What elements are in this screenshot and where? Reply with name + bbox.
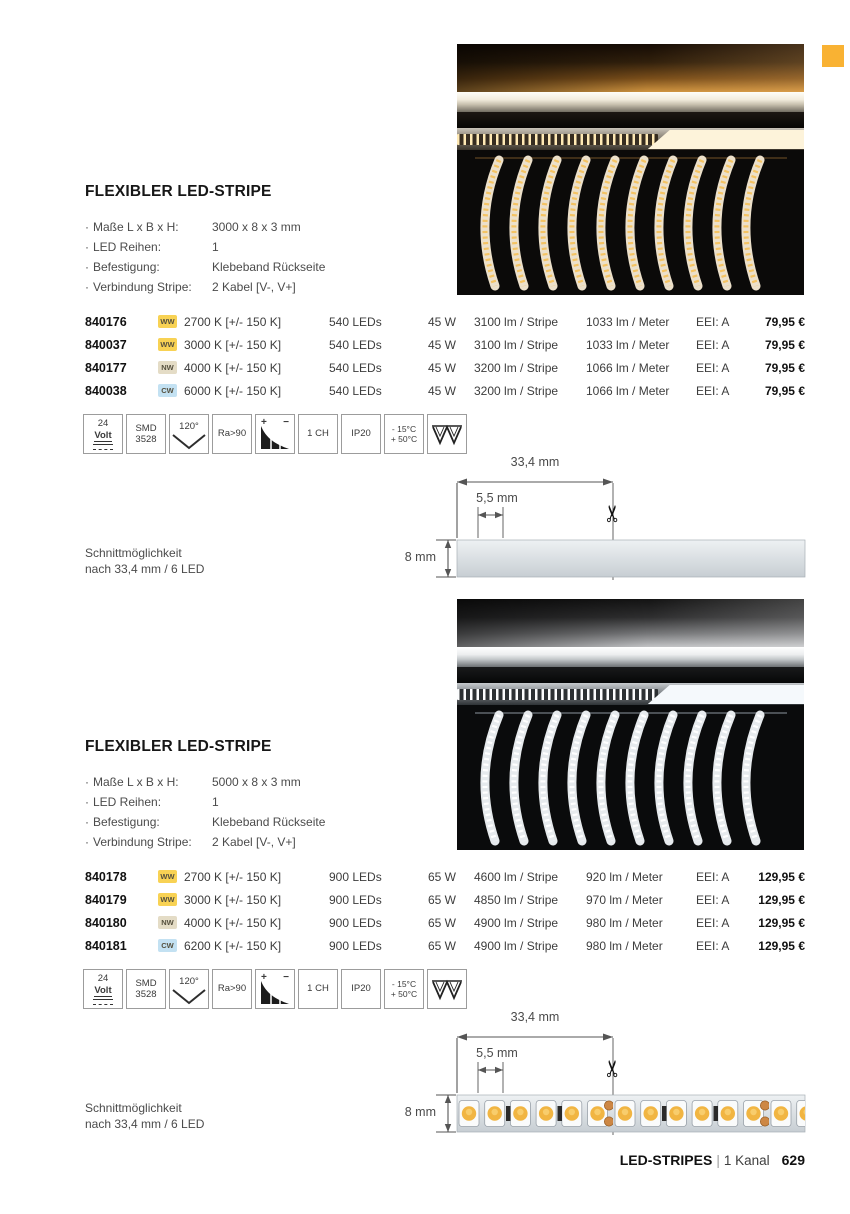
price: 129,95 € (758, 915, 805, 930)
aluminum-profile (457, 92, 804, 112)
beam-angle-icon: 120° (169, 414, 209, 454)
color-temp-badge: WW (158, 338, 177, 351)
dimension-height-label: 8 mm (404, 1105, 436, 1119)
dimension-total-label: 33,4 mm (510, 455, 560, 469)
smd-type-icon: SMD 3528 (126, 414, 166, 454)
scissors-icon: ✂ (599, 503, 626, 524)
table-row (85, 934, 805, 957)
spec-label: · Maße L x B x H: (85, 220, 212, 234)
wattage: 45 W (427, 314, 456, 329)
led-count: 900 LEDs (329, 915, 382, 930)
led-dot-row (457, 134, 658, 145)
eei-rating: EEI: A (696, 892, 730, 907)
dc-symbol (93, 444, 113, 450)
table-row (85, 333, 805, 356)
smd-type-icon: SMD 3528 (126, 969, 166, 1009)
page-footer (620, 1152, 805, 1168)
article-number: 840177 (85, 360, 127, 375)
dimension-total-label: 33,4 mm (510, 1010, 560, 1024)
spec-row (85, 812, 457, 832)
led-count: 900 LEDs (329, 938, 382, 953)
footer-page-number: 629 (781, 1152, 805, 1168)
color-temp-badge: CW (158, 384, 177, 397)
led-coil-illustration (457, 150, 804, 295)
lumen-meter: 970 lm / Meter (586, 892, 663, 907)
spec-label: · LED Reihen: (85, 795, 212, 809)
lumen-stripe: 3100 lm / Stripe (474, 314, 559, 329)
wattage: 45 W (427, 360, 456, 375)
wattage: 65 W (427, 892, 456, 907)
lumen-meter: 1033 lm / Meter (586, 314, 670, 329)
led-coil-area (457, 705, 804, 850)
price: 79,95 € (764, 314, 805, 329)
wattage: 45 W (427, 383, 456, 398)
technical-drawing (390, 1010, 810, 1145)
ip-rating-icon: IP20 (341, 414, 381, 454)
spec-value: 1 (212, 240, 219, 254)
color-temp-badge: WW (158, 315, 177, 328)
dimmable-icon: + − (255, 414, 295, 454)
spec-value: Klebeband Rückseite (212, 260, 326, 274)
led-count: 540 LEDs (329, 314, 382, 329)
scissors-icon: ✂ (599, 1058, 626, 1079)
kelvin-value: 4000 K [+/- 150 K] (184, 360, 282, 375)
diffuser-cover (648, 130, 804, 149)
table-row (85, 310, 805, 333)
lumen-meter: 920 lm / Meter (586, 869, 663, 884)
temperature-range-icon: - 15°C + 50°C (384, 414, 424, 454)
lumen-meter: 1066 lm / Meter (586, 360, 670, 375)
spec-label: · Befestigung: (85, 260, 212, 274)
color-temp-badge: NW (158, 361, 177, 374)
table-row (85, 356, 805, 379)
price: 129,95 € (758, 869, 805, 884)
led-count: 900 LEDs (329, 869, 382, 884)
wattage: 65 W (427, 915, 456, 930)
temperature-range-icon: - 15°C + 50°C (384, 969, 424, 1009)
lumen-stripe: 3200 lm / Stripe (474, 360, 559, 375)
table-row (85, 888, 805, 911)
eei-rating: EEI: A (696, 915, 730, 930)
product-table (85, 310, 805, 402)
kelvin-value: 3000 K [+/- 150 K] (184, 892, 282, 907)
spec-list (85, 217, 457, 297)
product-photo-cool-white (457, 599, 804, 850)
strip-in-profile (457, 128, 804, 150)
dimension-pitch-label: 5,5 mm (476, 491, 518, 505)
lumen-meter: 1033 lm / Meter (586, 337, 670, 352)
cri-icon: Ra>90 (212, 969, 252, 1009)
lumen-stripe: 4850 lm / Stripe (474, 892, 559, 907)
article-number: 840038 (85, 383, 127, 398)
spec-row (85, 792, 457, 812)
kelvin-value: 2700 K [+/- 150 K] (184, 314, 282, 329)
kelvin-value: 2700 K [+/- 150 K] (184, 869, 282, 884)
led-dot-row (457, 689, 658, 700)
footer-category: 1 Kanal (723, 1153, 770, 1168)
spec-row (85, 217, 457, 237)
lumen-stripe: 3200 lm / Stripe (474, 383, 559, 398)
eei-rating: EEI: A (696, 314, 730, 329)
spec-label: · Verbindung Stripe: (85, 835, 212, 849)
spec-label: · LED Reihen: (85, 240, 212, 254)
table-row (85, 911, 805, 934)
color-temp-badge: NW (158, 916, 177, 929)
kelvin-value: 3000 K [+/- 150 K] (184, 337, 282, 352)
spec-value: 3000 x 8 x 3 mm (212, 220, 301, 234)
article-number: 840179 (85, 892, 127, 907)
article-number: 840181 (85, 938, 127, 953)
spec-value: 5000 x 8 x 3 mm (212, 775, 301, 789)
footer-separator: | (716, 1153, 720, 1168)
table-row (85, 865, 805, 888)
lumen-meter: 980 lm / Meter (586, 938, 663, 953)
price: 79,95 € (764, 337, 805, 352)
channel-icon: 1 CH (298, 414, 338, 454)
cove-glow (457, 44, 804, 92)
lumen-stripe: 4900 lm / Stripe (474, 938, 559, 953)
ip-rating-icon: IP20 (341, 969, 381, 1009)
aluminum-profile (457, 647, 804, 667)
section-title: FLEXIBLER LED-STRIPE (85, 183, 272, 200)
voltage-24v-icon: 24 Volt (83, 414, 123, 454)
beam-angle-icon: 120° (169, 969, 209, 1009)
spec-row (85, 277, 457, 297)
lumen-stripe: 4600 lm / Stripe (474, 869, 559, 884)
article-number: 840176 (85, 314, 127, 329)
cut-note: Schnittmöglichkeit nach 33,4 mm / 6 LED (85, 1101, 205, 1131)
spec-row (85, 237, 457, 257)
spec-value: 1 (212, 795, 219, 809)
lumen-meter: 980 lm / Meter (586, 915, 663, 930)
spec-row (85, 832, 457, 852)
channel-icon: 1 CH (298, 969, 338, 1009)
spec-label: · Verbindung Stripe: (85, 280, 212, 294)
product-photo-warm-white (457, 44, 804, 295)
flexible-strip-icon (427, 969, 467, 1009)
color-temp-badge: WW (158, 893, 177, 906)
lumen-meter: 1066 lm / Meter (586, 383, 670, 398)
dimension-pitch-label: 5,5 mm (476, 1046, 518, 1060)
cri-icon: Ra>90 (212, 414, 252, 454)
feature-icon-row (83, 414, 467, 454)
eei-rating: EEI: A (696, 337, 730, 352)
kelvin-value: 6200 K [+/- 150 K] (184, 938, 282, 953)
section-title: FLEXIBLER LED-STRIPE (85, 738, 272, 755)
kelvin-value: 6000 K [+/- 150 K] (184, 383, 282, 398)
spec-list (85, 772, 457, 852)
dimmable-icon: + − (255, 969, 295, 1009)
wattage: 65 W (427, 869, 456, 884)
cut-note: Schnittmöglichkeit nach 33,4 mm / 6 LED (85, 546, 205, 576)
led-coil-area (457, 150, 804, 295)
color-temp-badge: WW (158, 870, 177, 883)
diffuser-cover (648, 685, 804, 704)
table-row (85, 379, 805, 402)
price: 79,95 € (764, 383, 805, 398)
led-count: 540 LEDs (329, 383, 382, 398)
dc-symbol (93, 999, 113, 1005)
led-coil-illustration (457, 705, 804, 850)
lumen-stripe: 4900 lm / Stripe (474, 915, 559, 930)
product-table (85, 865, 805, 957)
eei-rating: EEI: A (696, 383, 730, 398)
voltage-24v-icon: 24 Volt (83, 969, 123, 1009)
led-count: 900 LEDs (329, 892, 382, 907)
spec-row (85, 772, 457, 792)
kelvin-value: 4000 K [+/- 150 K] (184, 915, 282, 930)
spec-value: 2 Kabel [V-, V+] (212, 835, 296, 849)
price: 129,95 € (758, 938, 805, 953)
wattage: 65 W (427, 938, 456, 953)
led-count: 540 LEDs (329, 337, 382, 352)
wattage: 45 W (427, 337, 456, 352)
lumen-stripe: 3100 lm / Stripe (474, 337, 559, 352)
article-number: 840037 (85, 337, 127, 352)
spec-row (85, 257, 457, 277)
technical-drawing (390, 455, 810, 590)
page-corner-marker (822, 45, 844, 67)
flexible-strip-icon (427, 414, 467, 454)
color-temp-badge: CW (158, 939, 177, 952)
spec-value: Klebeband Rückseite (212, 815, 326, 829)
price: 129,95 € (758, 892, 805, 907)
spec-value: 2 Kabel [V-, V+] (212, 280, 296, 294)
article-number: 840180 (85, 915, 127, 930)
eei-rating: EEI: A (696, 869, 730, 884)
footer-brand: LED-STRIPES (619, 1152, 713, 1168)
eei-rating: EEI: A (696, 938, 730, 953)
led-count: 540 LEDs (329, 360, 382, 375)
spec-label: · Befestigung: (85, 815, 212, 829)
strip-in-profile (457, 683, 804, 705)
article-number: 840178 (85, 869, 127, 884)
spec-label: · Maße L x B x H: (85, 775, 212, 789)
dimension-height-label: 8 mm (404, 550, 436, 564)
feature-icon-row (83, 969, 467, 1009)
price: 79,95 € (764, 360, 805, 375)
eei-rating: EEI: A (696, 360, 730, 375)
cove-glow (457, 599, 804, 647)
